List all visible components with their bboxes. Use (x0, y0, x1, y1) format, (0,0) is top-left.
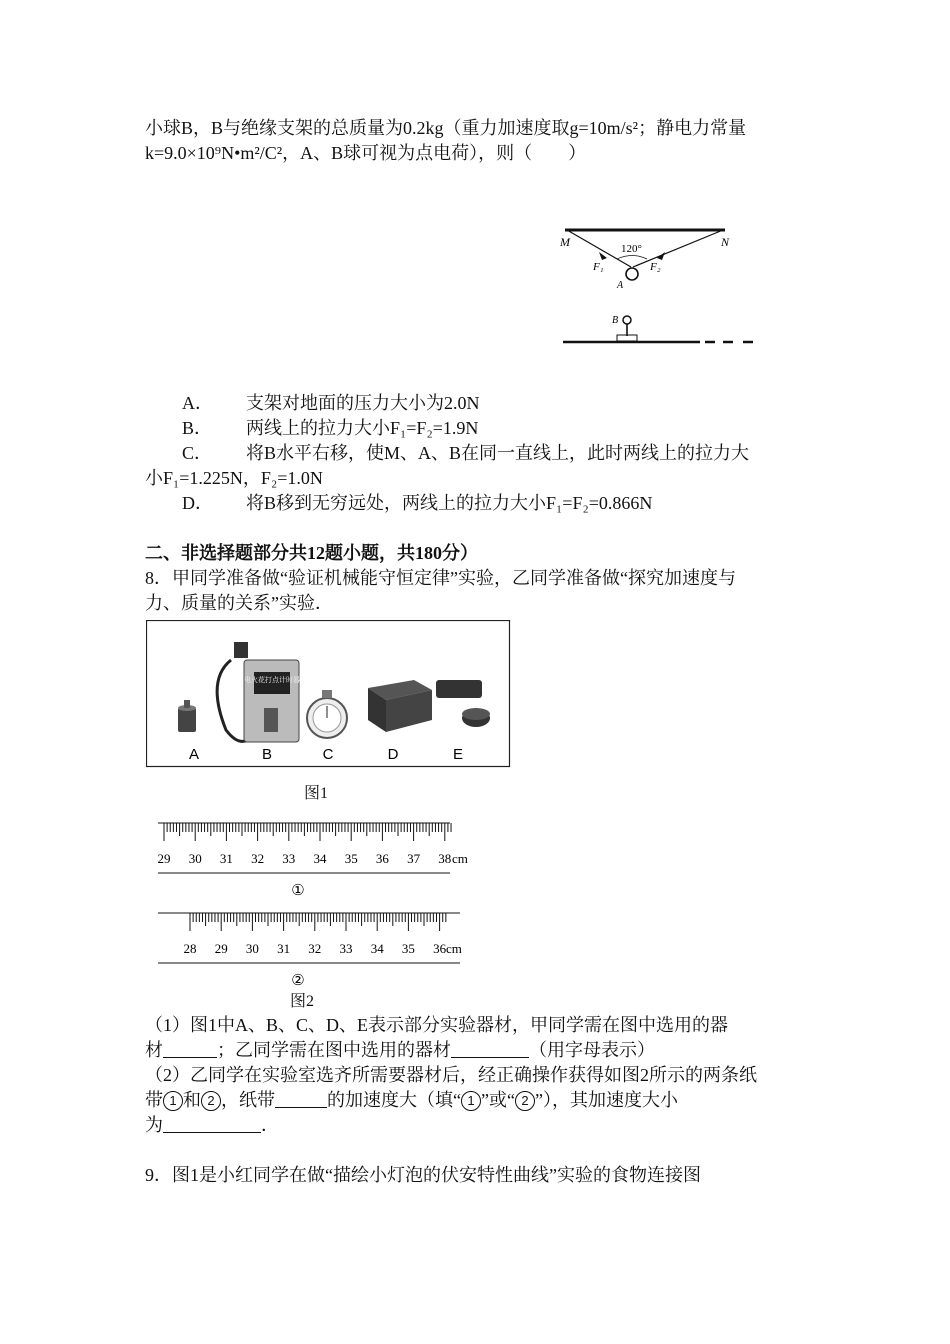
option-c-letter: C． (182, 443, 213, 463)
ruler-label: 34 (370, 941, 384, 956)
q8-sub2-line-1: （2）乙同学在实验室选齐所需要器材后，经正确操作获得如图2所示的两条纸 (145, 1065, 757, 1085)
option-b-letter: B． (182, 418, 213, 438)
blank-jia-equipment[interactable] (163, 1039, 217, 1058)
ruler-label: 31 (219, 851, 233, 866)
sub2-text-b: 和 (183, 1090, 201, 1110)
ruler-label: 35 (401, 941, 415, 956)
label-b: B (612, 315, 619, 326)
option-c-text: 将B水平右移，使M、A、B在同一直线上，此时两线上的拉力大 (246, 443, 750, 463)
arrow-f1-icon (599, 252, 607, 260)
ruler-1 (158, 823, 468, 873)
option-b-text: 两线上的拉力大小F₁=F₂=1.9N (246, 418, 479, 438)
label-f2: F₂ (650, 261, 661, 273)
option-a-letter: A． (182, 393, 213, 413)
figure-2-rulers (150, 815, 480, 1010)
ruler-label: 30 (245, 941, 259, 956)
ball-b (623, 316, 631, 324)
sub2-text-g: 为 (145, 1115, 163, 1135)
sub2-text-h: ． (261, 1115, 279, 1135)
sub1-text-c: （用字母表示） (529, 1040, 655, 1060)
sub1-text-b: ；乙同学需在图中选用的器材 (217, 1040, 451, 1060)
fig1-label-c: C (322, 746, 334, 763)
blank-which-tape[interactable] (275, 1089, 327, 1108)
ruler2-unit: cm (446, 941, 462, 956)
figure-1-equipment (146, 620, 511, 770)
fig1-caption: 图1 (304, 785, 329, 802)
sub2-text-f: ”），其加速度大小 (534, 1090, 678, 1110)
ruler-label: 36 (375, 851, 389, 866)
circle-number-2: 2 (201, 1091, 221, 1111)
ruler2-id: ② (291, 973, 305, 989)
section-heading: 二、非选择题部分共12题小题，共180分） (145, 543, 478, 563)
label-n: N (721, 235, 730, 249)
ruler1-id: ① (291, 883, 305, 899)
intro-line-2: k=9.0×10⁹N•m²/C²，A、B球可视为点电荷），则（ ） (145, 143, 587, 163)
fig2-caption: 图2 (290, 993, 315, 1010)
label-a: A (617, 280, 624, 291)
fig1-label-a: A (188, 746, 200, 763)
sub2-text-e: ”或“ (481, 1090, 515, 1110)
ruler-label: 33 (339, 941, 353, 956)
label-f1: F₁ (593, 261, 604, 273)
label-m: M (560, 235, 570, 249)
ruler-label: 30 (188, 851, 202, 866)
q8-sub2-line-2 (145, 1088, 678, 1112)
ruler-label: 32 (251, 851, 265, 866)
fig1-label-b: B (261, 746, 273, 763)
q8-sub2-line-3 (145, 1113, 279, 1137)
q8-line-1: 8．甲同学准备做“验证机械能守恒定律”实验，乙同学准备做“探究加速度与 (145, 568, 736, 588)
ruler-label: 29 (214, 941, 228, 956)
ruler-label: 33 (282, 851, 296, 866)
ruler-2 (158, 913, 462, 963)
circle-number-1b: 1 (461, 1091, 481, 1111)
ball-a (626, 268, 638, 280)
thread-right (633, 230, 723, 267)
ruler-label: 36 (433, 941, 447, 956)
label-angle: 120° (621, 243, 642, 255)
option-d-letter: D． (182, 493, 213, 513)
fig1-label-e: E (452, 746, 464, 763)
option-a-text: 支架对地面的压力大小为2.0N (246, 393, 480, 413)
angle-arc (617, 256, 647, 260)
ruler-label: 35 (344, 851, 358, 866)
ruler-label: 32 (308, 941, 322, 956)
ruler-label: 37 (407, 851, 421, 866)
blank-yi-equipment[interactable] (451, 1039, 529, 1058)
option-c-continuation: 小F₁=1.225N，F₂=1.0N (145, 468, 323, 488)
blank-acceleration[interactable] (163, 1114, 261, 1133)
q8-line-2: 力、质量的关系”实验． (145, 593, 333, 613)
sub2-text-c: ，纸带 (221, 1090, 275, 1110)
ruler-label: 31 (277, 941, 291, 956)
fig1-label-d: D (387, 746, 399, 763)
figure-suspended-ball (555, 222, 765, 352)
sub2-text-d: 的加速度大（填“ (327, 1090, 461, 1110)
q9-line-1: 9．图1是小红同学在做“描绘小灯泡的伏安特性曲线”实验的食物连接图 (145, 1165, 701, 1185)
timer-label: 电火花打点计时器 (244, 676, 300, 684)
circle-number-2b: 2 (515, 1091, 535, 1111)
ruler-label: 29 (157, 851, 171, 866)
circle-number-1: 1 (163, 1091, 183, 1111)
ruler-label: 38 (438, 851, 452, 866)
intro-line-1: 小球B，B与绝缘支架的总质量为0.2kg（重力加速度取g=10m/s²；静电力常量 (145, 118, 747, 138)
ruler-label: 28 (183, 941, 197, 956)
q8-sub1-line-1: （1）图1中A、B、C、D、E表示部分实验器材，甲同学需在图中选用的器 (145, 1015, 729, 1035)
sub2-text-a: 带 (145, 1090, 163, 1110)
option-d-text: 将B移到无穷远处，两线上的拉力大小F₁=F₂=0.866N (246, 493, 653, 513)
q8-sub1-line-2 (145, 1038, 655, 1062)
ruler1-unit: cm (452, 851, 468, 866)
sub1-text-a: 材 (145, 1040, 163, 1060)
ruler-label: 34 (313, 851, 327, 866)
